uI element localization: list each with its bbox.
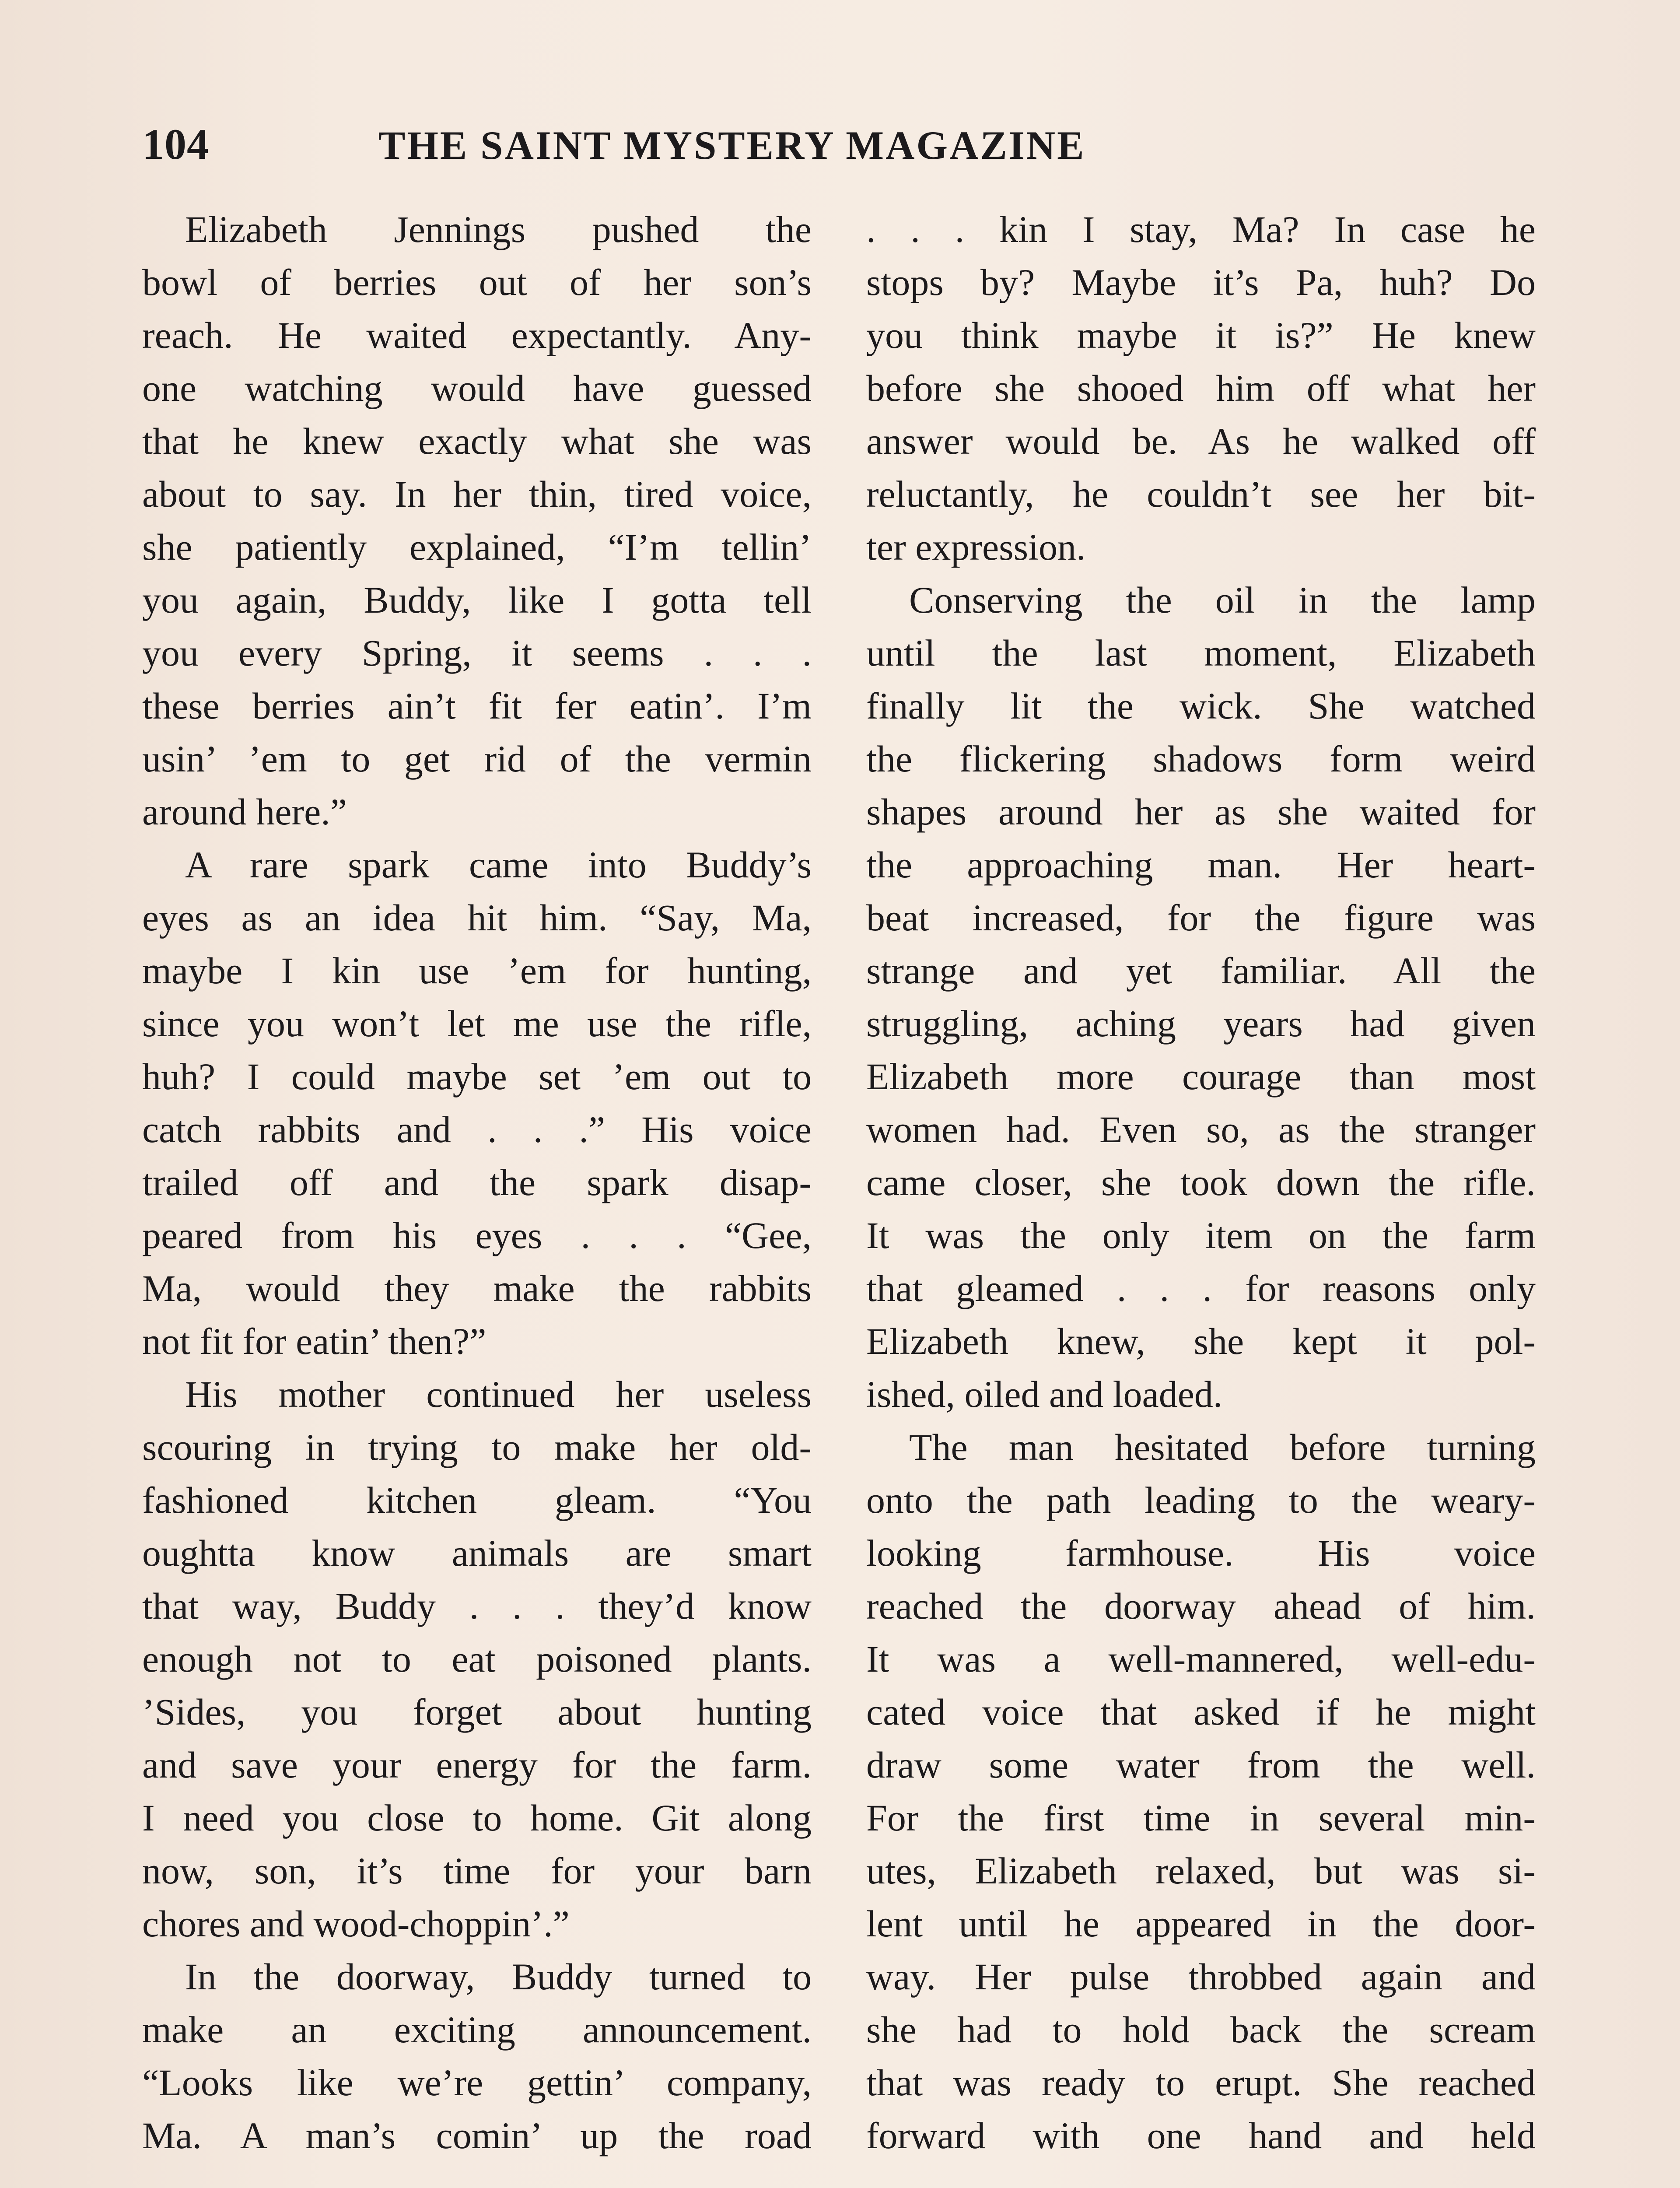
text-line: reached the doorway ahead of him. bbox=[866, 1585, 1536, 1627]
text-line: that he knew exactly what she was bbox=[142, 420, 812, 462]
page-header bbox=[142, 119, 1236, 180]
text-line: It was the only item on the farm bbox=[866, 1214, 1536, 1256]
text-line: you every Spring, it seems . . . bbox=[142, 632, 812, 674]
text-line: catch rabbits and . . .” His voice bbox=[142, 1108, 812, 1150]
text-line: before she shooed him off what her bbox=[866, 367, 1536, 409]
running-title: THE SAINT MYSTERY MAGAZINE bbox=[378, 123, 1086, 168]
text-line: enough not to eat poisoned plants. bbox=[142, 1638, 812, 1680]
text-line: and save your energy for the farm. bbox=[142, 1744, 812, 1786]
text-line: finally lit the wick. She watched bbox=[866, 685, 1536, 727]
text-line: answer would be. As he walked off bbox=[866, 420, 1536, 462]
text-line: ter expression. bbox=[866, 526, 1086, 568]
text-line: she patiently explained, “I’m tellin’ bbox=[142, 526, 812, 568]
text-line: now, son, it’s time for your barn bbox=[142, 1850, 812, 1892]
text-line: the flickering shadows form weird bbox=[866, 738, 1536, 780]
text-line: way. Her pulse throbbed again and bbox=[866, 1956, 1536, 1998]
text-line: stops by? Maybe it’s Pa, huh? Do bbox=[866, 261, 1536, 303]
text-line: A rare spark came into Buddy’s bbox=[185, 844, 812, 886]
text-line: ’Sides, you forget about hunting bbox=[142, 1691, 812, 1733]
text-line: Ma, would they make the rabbits bbox=[142, 1267, 812, 1309]
text-line: lent until he appeared in the door- bbox=[866, 1903, 1536, 1945]
text-line: draw some water from the well. bbox=[866, 1744, 1536, 1786]
text-line: you think maybe it is?” He knew bbox=[866, 314, 1536, 356]
text-line: you again, Buddy, like I gotta tell bbox=[142, 579, 812, 621]
text-line: fashioned kitchen gleam. “You bbox=[142, 1479, 812, 1521]
text-line: scouring in trying to make her old- bbox=[142, 1426, 812, 1468]
text-line: It was a well-mannered, well-edu- bbox=[866, 1638, 1536, 1680]
text-line: not fit for eatin’ then?” bbox=[142, 1320, 486, 1362]
text-line: trailed off and the spark disap- bbox=[142, 1161, 812, 1203]
text-line: beat increased, for the figure was bbox=[866, 897, 1536, 939]
text-line: In the doorway, Buddy turned to bbox=[185, 1956, 812, 1998]
text-line: usin’ ’em to get rid of the vermin bbox=[142, 738, 812, 780]
text-line: “Looks like we’re gettin’ company, bbox=[142, 2062, 812, 2104]
text-line: looking farmhouse. His voice bbox=[866, 1532, 1536, 1574]
page-number: 104 bbox=[142, 120, 209, 168]
text-line: strange and yet familiar. All the bbox=[866, 950, 1536, 992]
text-line: shapes around her as she waited for bbox=[866, 791, 1536, 833]
text-line: onto the path leading to the weary- bbox=[866, 1479, 1536, 1521]
text-line: these berries ain’t fit fer eatin’. I’m bbox=[142, 685, 812, 727]
text-line: came closer, she took down the rifle. bbox=[866, 1161, 1536, 1203]
text-line: she had to hold back the scream bbox=[866, 2009, 1536, 2051]
text-line: The man hesitated before turning bbox=[909, 1426, 1536, 1468]
text-line: maybe I kin use ’em for hunting, bbox=[142, 950, 812, 992]
text-line: the approaching man. Her heart- bbox=[866, 844, 1536, 886]
text-line: utes, Elizabeth relaxed, but was si- bbox=[866, 1850, 1536, 1892]
text-line: make an exciting announcement. bbox=[142, 2009, 812, 2051]
text-line: ished, oiled and loaded. bbox=[866, 1373, 1223, 1415]
text-line: around here.” bbox=[142, 791, 347, 833]
text-line: I need you close to home. Git along bbox=[142, 1797, 812, 1839]
text-line: that was ready to erupt. She reached bbox=[866, 2062, 1536, 2104]
text-line: cated voice that asked if he might bbox=[866, 1691, 1536, 1733]
left-text-column bbox=[142, 203, 812, 2162]
text-line: His mother continued her useless bbox=[185, 1373, 812, 1415]
text-line: huh? I could maybe set ’em out to bbox=[142, 1055, 812, 1098]
text-line: since you won’t let me use the rifle, bbox=[142, 1003, 812, 1045]
text-line: one watching would have guessed bbox=[142, 367, 812, 409]
text-line: chores and wood-choppin’.” bbox=[142, 1903, 570, 1945]
text-line: until the last moment, Elizabeth bbox=[866, 632, 1536, 674]
text-line: oughtta know animals are smart bbox=[142, 1532, 812, 1574]
text-line: women had. Even so, as the stranger bbox=[866, 1108, 1536, 1150]
text-line: about to say. In her thin, tired voice, bbox=[142, 473, 812, 515]
right-text-column bbox=[866, 203, 1536, 2162]
text-line: Ma. A man’s comin’ up the road bbox=[142, 2114, 812, 2156]
text-line: Elizabeth Jennings pushed the bbox=[185, 208, 812, 250]
text-line: Elizabeth more courage than most bbox=[866, 1055, 1536, 1098]
text-line: Conserving the oil in the lamp bbox=[909, 579, 1536, 621]
text-line: forward with one hand and held bbox=[866, 2114, 1536, 2156]
text-line: reluctantly, he couldn’t see her bit- bbox=[866, 473, 1536, 515]
text-line: bowl of berries out of her son’s bbox=[142, 261, 812, 303]
text-line: eyes as an idea hit him. “Say, Ma, bbox=[142, 897, 812, 939]
text-line: . . . kin I stay, Ma? In case he bbox=[866, 208, 1536, 250]
text-line: Elizabeth knew, she kept it pol- bbox=[866, 1320, 1536, 1362]
text-line: struggling, aching years had given bbox=[866, 1003, 1536, 1045]
text-line: that way, Buddy . . . they’d know bbox=[142, 1585, 812, 1627]
text-line: reach. He waited expectantly. Any- bbox=[142, 314, 812, 356]
text-line: For the first time in several min- bbox=[866, 1797, 1536, 1839]
text-line: peared from his eyes . . . “Gee, bbox=[142, 1214, 812, 1256]
text-line: that gleamed . . . for reasons only bbox=[866, 1267, 1536, 1309]
